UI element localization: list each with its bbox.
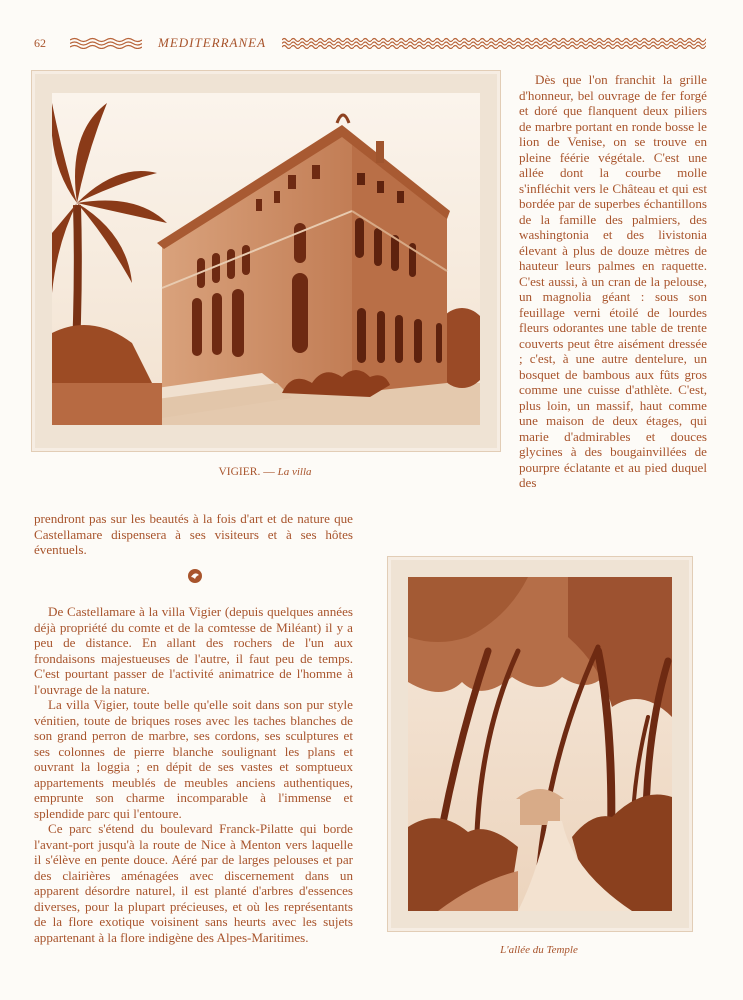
villa-caption-separator: — [263, 466, 275, 478]
villa-photo [52, 93, 480, 425]
continuation-text: prendront pas sur les beautés à la fois d'art et de nature que Castellamare dispensera à ses visiteurs et à ses hôtes éventuels. [34, 511, 353, 557]
page-number: 62 [34, 36, 46, 50]
left-column [34, 604, 353, 945]
wave-rule-right [282, 37, 706, 49]
right-column [519, 72, 707, 491]
continuation-block [34, 511, 353, 558]
magazine-title: MEDITERRANEA [158, 35, 267, 50]
villa-caption [31, 466, 499, 478]
villa-caption-title: La villa [277, 466, 312, 478]
right-column-text: Dès que l'on franchit la grille d'honneur, bel ouvrage de fer forgé et doré que flanquent deux piliers de marbre portant en ronde bosse le lion de Venise, on se trouve en pleine féérie végétale. C'est une allée dont la courbe molle s'infléchit vers le Château et qui est bordée par de superbes échantillons de la famille des palmiers, des washingtonia et des livistonia élevant à plus de douze mètres de hauteur leurs palmes en raquette. C'est aussi, à un cran de la pelouse, un magnolia géant : sous son feuillage verni étoilé de lourdes fleurs odorantes une table de trente couverts peut être aisément dressée ; c'est, à une autre dentelure, un bosquet de bambous aux fûts gros comme une cuisse d'athlète. C'est, plus loin, un massif, haut comme une maison de deux étages, qui marie d'admirables et douces glycines à des bougainvillées de pourpre éclatante et au pied duquel des [519, 72, 707, 490]
wave-rule-left [70, 37, 142, 49]
villa-caption-name: VIGIER. [218, 466, 261, 478]
fleuron-icon [187, 568, 203, 584]
allee-caption-title: L'allée du Temple [500, 944, 578, 956]
paragraph-1: De Castellamare à la villa Vigier (depuis quelques années déjà propriété du comte et de la comtesse de Miléant) il y a peu de distance. En allant des rochers de l'un aux frondaisons majestueuses de l'autre, il faut peu de temps. C'est pourtant passer de l'activité animatrice de l'homme à l'ouvrage de la nature. [34, 604, 353, 697]
paragraph-2: La villa Vigier, toute belle qu'elle soit dans son pur style vénitien, toute de briques roses avec les taches blanches de son grand perron de marbre, ses cordons, ses sculptures et ses colonnes de pierre blanche soulignant les plans et ouvrant la loggia ; en dépit de ses vastes et somptueux appartements meublés de meubles anciens authentiques, emprunte son charme incomparable à l'immense et splendide parc qui l'entoure. [34, 697, 353, 821]
allee-caption [387, 944, 691, 956]
allee-photo-frame [387, 556, 693, 932]
villa-photo-frame [31, 70, 501, 452]
paragraph-3: Ce parc s'étend du boulevard Franck-Pilatte qui borde l'avant-port jusqu'à la route de Nice à Menton vers laquelle il s'élève en pente douce. Aéré par de larges pelouses et par des clairières aménagées avec discernement dans un apparent désordre naturel, il est planté d'arbres d'essences diverses, pour la plupart précieuses, et où les représentants de la flore exotique voisinent sans heurts avec les sujets appartenant à la flore indigène des Alpes-Maritimes. [34, 821, 353, 945]
allee-photo [408, 577, 672, 911]
